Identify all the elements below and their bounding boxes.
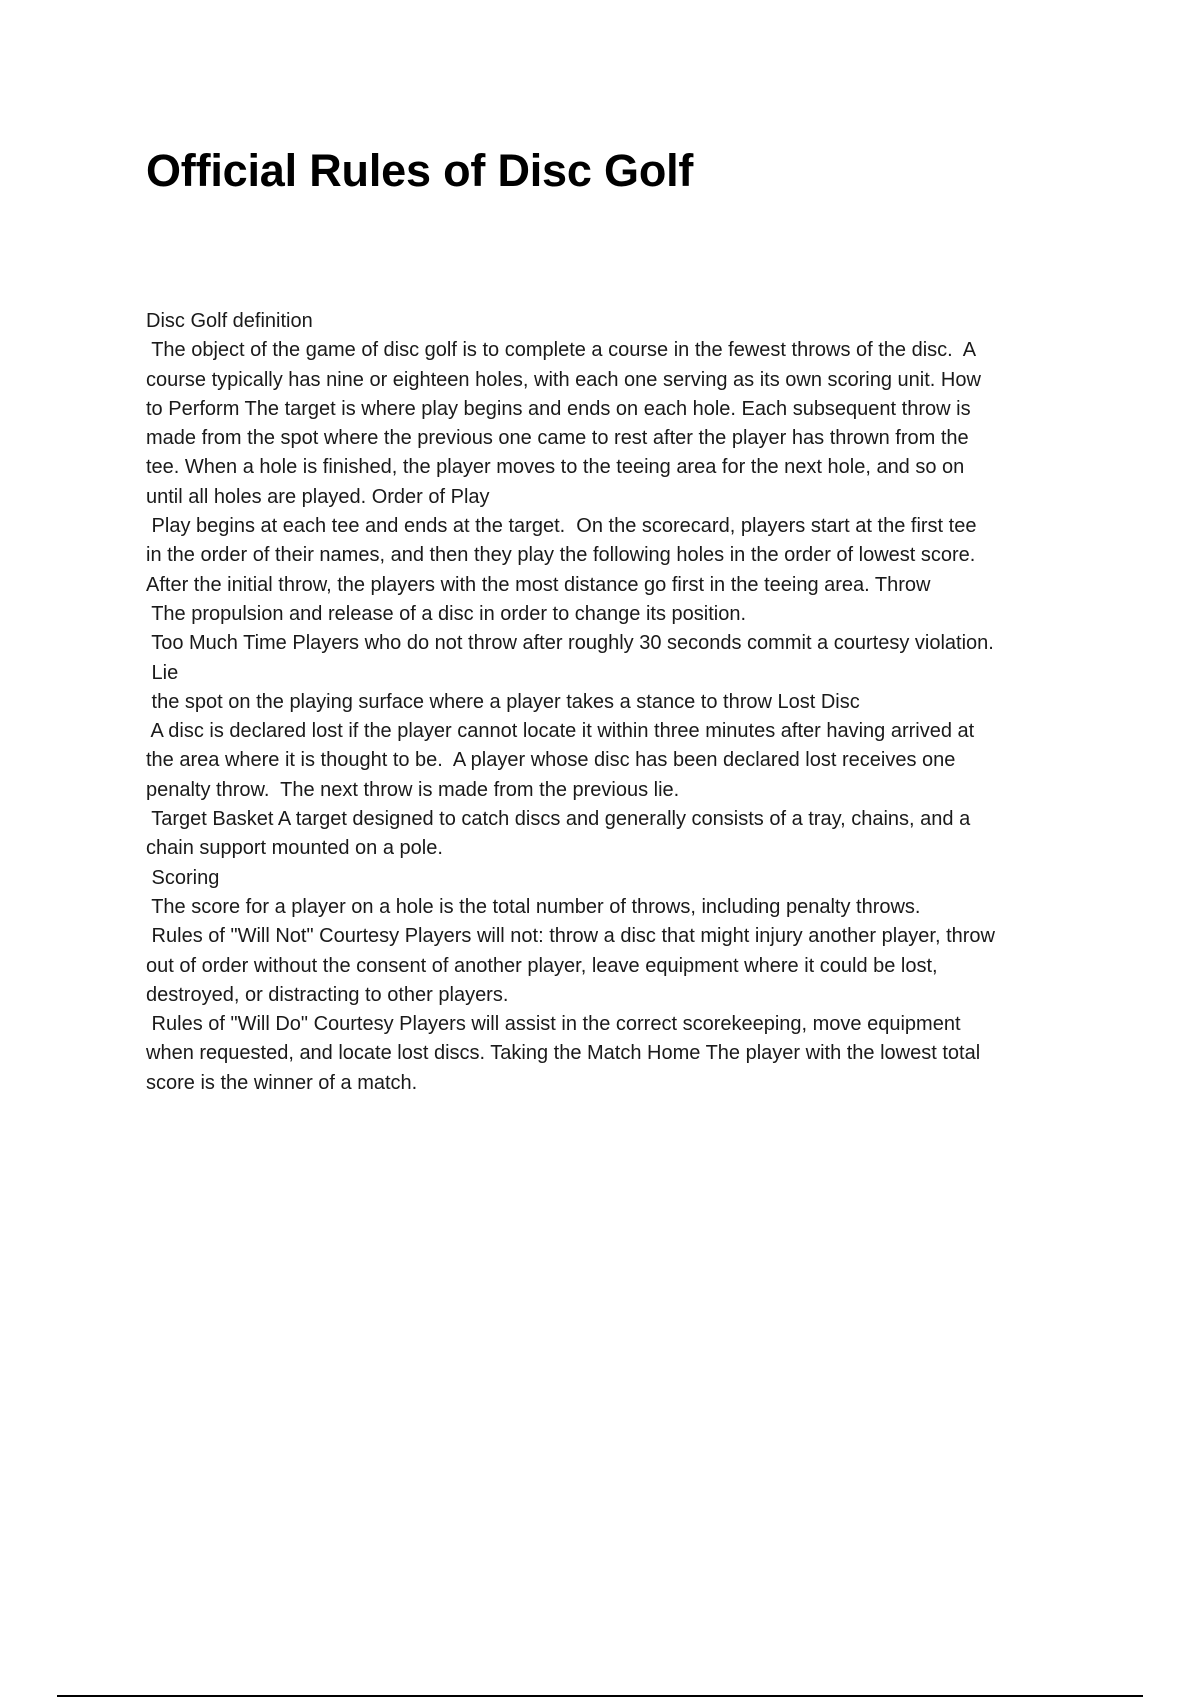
body-line: course typically has nine or eighteen holes, with each one serving as its own scoring unit. How xyxy=(146,368,981,391)
body-line: destroyed, or distracting to other players. xyxy=(146,983,509,1006)
document-body xyxy=(146,307,1091,1098)
body-line: out of order without the consent of another player, leave equipment where it could be lost, xyxy=(146,954,938,977)
body-line: tee. When a hole is finished, the player moves to the teeing area for the next hole, and so on xyxy=(146,456,965,479)
body-line: A disc is declared lost if the player cannot locate it within three minutes after having arrived at xyxy=(146,720,975,743)
body-line: Too Much Time Players who do not throw after roughly 30 seconds commit a courtesy violation. xyxy=(146,632,994,655)
body-line: chain support mounted on a pole. xyxy=(146,837,443,860)
body-line: score is the winner of a match. xyxy=(146,1071,418,1094)
body-line: the area where it is thought to be. A player whose disc has been declared lost receives one xyxy=(146,749,956,772)
body-line: Rules of "Will Not" Courtesy Players will not: throw a disc that might injury another player, throw xyxy=(146,925,995,948)
body-line: the spot on the playing surface where a player takes a stance to throw Lost Disc xyxy=(146,690,860,713)
body-line: to Perform The target is where play begins and ends on each hole. Each subsequent throw is xyxy=(146,397,971,420)
body-line: The score for a player on a hole is the total number of throws, including penalty throws. xyxy=(146,895,921,918)
body-line: The propulsion and release of a disc in order to change its position. xyxy=(146,602,746,625)
body-line: made from the spot where the previous one came to rest after the player has thrown from the xyxy=(146,427,969,450)
body-line: in the order of their names, and then they play the following holes in the order of lowest score. xyxy=(146,544,976,567)
body-line: Lie xyxy=(146,661,179,684)
body-line: penalty throw. The next throw is made from the previous lie. xyxy=(146,778,680,801)
body-line: Rules of "Will Do" Courtesy Players will assist in the correct scorekeeping, move equipment xyxy=(146,1013,961,1036)
body-line: Play begins at each tee and ends at the target. On the scorecard, players start at the first tee xyxy=(146,515,977,538)
footer-divider xyxy=(57,1695,1143,1697)
body-line: Disc Golf definition xyxy=(146,310,313,332)
body-line: After the initial throw, the players with the most distance go first in the teeing area. Throw xyxy=(146,573,931,596)
body-line: Target Basket A target designed to catch discs and generally consists of a tray, chains, and a xyxy=(146,808,971,831)
document-title: Official Rules of Disc Golf xyxy=(146,145,694,196)
body-line: when requested, and locate lost discs. Taking the Match Home The player with the lowest total xyxy=(146,1042,981,1065)
body-line: until all holes are played. Order of Play xyxy=(146,485,490,508)
body-line: Scoring xyxy=(146,866,220,889)
body-line: The object of the game of disc golf is to complete a course in the fewest throws of the disc. A xyxy=(146,339,977,362)
